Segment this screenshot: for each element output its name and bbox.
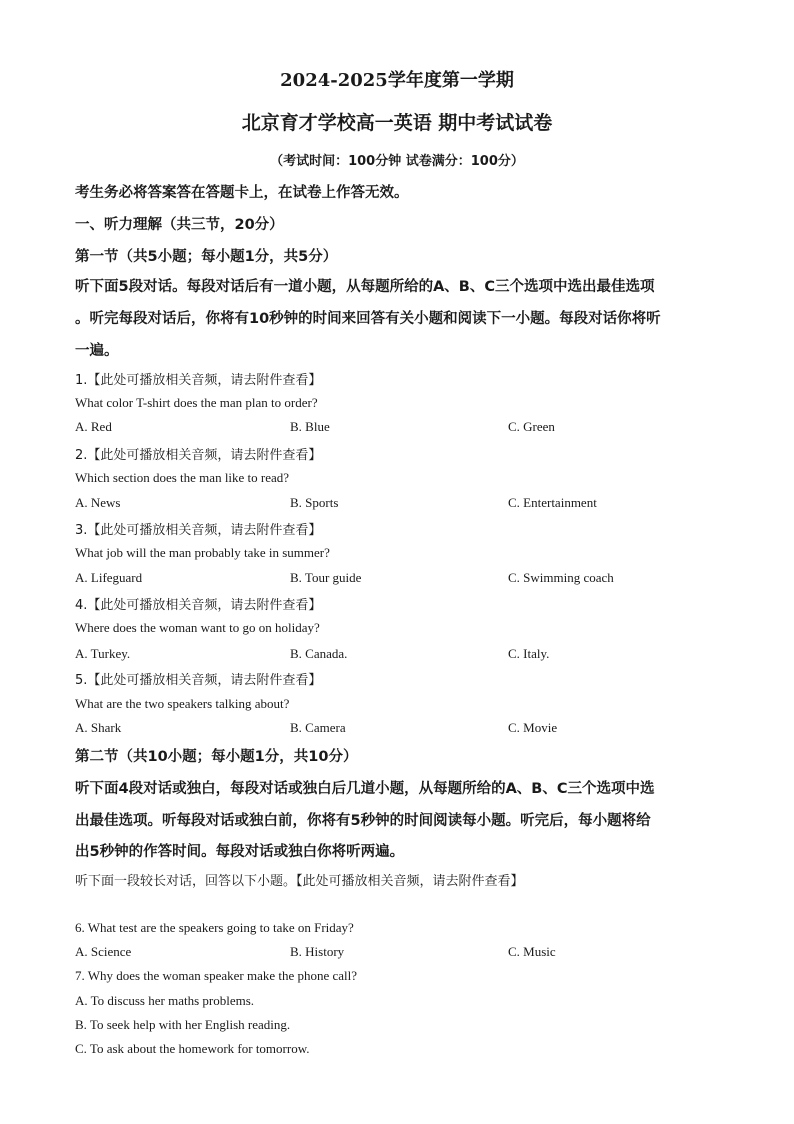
audio-placeholder: 1.【此处可播放相关音频，请去附件查看】 [75, 373, 322, 388]
option-c: C. Swimming coach [508, 570, 614, 585]
section1-instruction-line: 。听完每段对话后，你将有10秒钟的时间来回答有关小题和阅读下一小题。每段对话你将听 [75, 311, 661, 327]
exam-title-school: 北京育才学校高一英语 期中考试试卷 [241, 112, 553, 134]
option-a: A. Shark [75, 720, 122, 735]
passage-audio-placeholder: 听下面一段较长对话，回答以下小题。【此处可播放相关音频，请去附件查看】 [75, 874, 524, 889]
section1-instruction-line: 听下面5段对话。每段对话后有一道小题，从每题所给的A、B、C三个选项中选出最佳选项 [75, 279, 655, 295]
option-c: C. Music [508, 944, 556, 959]
option-b: B. Blue [290, 419, 330, 434]
audio-placeholder: 4.【此处可播放相关音频，请去附件查看】 [75, 598, 322, 613]
question-text: What job will the man probably take in summer? [75, 545, 330, 560]
option-a: A. Red [75, 419, 112, 434]
option-b: B. Canada. [290, 646, 348, 661]
audio-placeholder: 5.【此处可播放相关音频，请去附件查看】 [75, 673, 322, 688]
option-b: B. Camera [290, 720, 346, 735]
question-text: Which section does the man like to read? [75, 470, 290, 485]
option-c: C. Italy. [508, 646, 550, 661]
notice: 考生务必将答案答在答题卡上，在试卷上作答无效。 [75, 185, 409, 201]
option-c: C. Green [508, 419, 555, 434]
part1-heading: 一、听力理解（共三节，20分） [75, 217, 284, 233]
option-a: A. Lifeguard [75, 570, 143, 585]
option-a: A. Turkey. [75, 646, 131, 661]
exam-info: （考试时间：100分钟 试卷满分：100分） [270, 154, 524, 169]
option-a: A. To discuss her maths problems. [75, 993, 255, 1008]
option-b: B. Tour guide [290, 570, 362, 585]
section2-heading: 第二节（共10小题；每小题1分，共10分） [75, 749, 358, 765]
option-c: C. Movie [508, 720, 558, 735]
section2-instruction-line: 出最佳选项。听每段对话或独白前，你将有5秒钟的时间阅读每小题。听完后，每小题将给 [75, 813, 651, 829]
audio-placeholder: 2.【此处可播放相关音频，请去附件查看】 [75, 448, 322, 463]
question-text: What are the two speakers talking about? [75, 696, 290, 711]
section1-heading: 第一节（共5小题；每小题1分，共5分） [75, 249, 338, 265]
option-c: C. Entertainment [508, 495, 597, 510]
option-a: A. News [75, 495, 121, 510]
section2-instruction-line: 听下面4段对话或独白，每段对话或独白后几道小题，从每题所给的A、B、C三个选项中选 [75, 781, 655, 797]
question-text: 7. Why does the woman speaker make the phone call? [75, 968, 358, 983]
option-b: B. To seek help with her English reading. [75, 1017, 291, 1032]
audio-placeholder: 3.【此处可播放相关音频，请去附件查看】 [75, 523, 322, 538]
exam-title-year: 2024-2025学年度第一学期 [280, 70, 514, 91]
question-text: 6. What test are the speakers going to take on Friday? [75, 920, 354, 935]
option-b: B. Sports [290, 495, 339, 510]
question-text: Where does the woman want to go on holiday? [75, 620, 320, 635]
option-b: B. History [290, 944, 345, 959]
option-c: C. To ask about the homework for tomorrow. [75, 1041, 310, 1056]
section1-instruction-line: 一遍。 [75, 343, 119, 359]
section2-instruction-line: 出5秒钟的作答时间。每段对话或独白你将听两遍。 [75, 844, 405, 860]
question-text: What color T-shirt does the man plan to order? [75, 395, 318, 410]
option-a: A. Science [75, 944, 132, 959]
